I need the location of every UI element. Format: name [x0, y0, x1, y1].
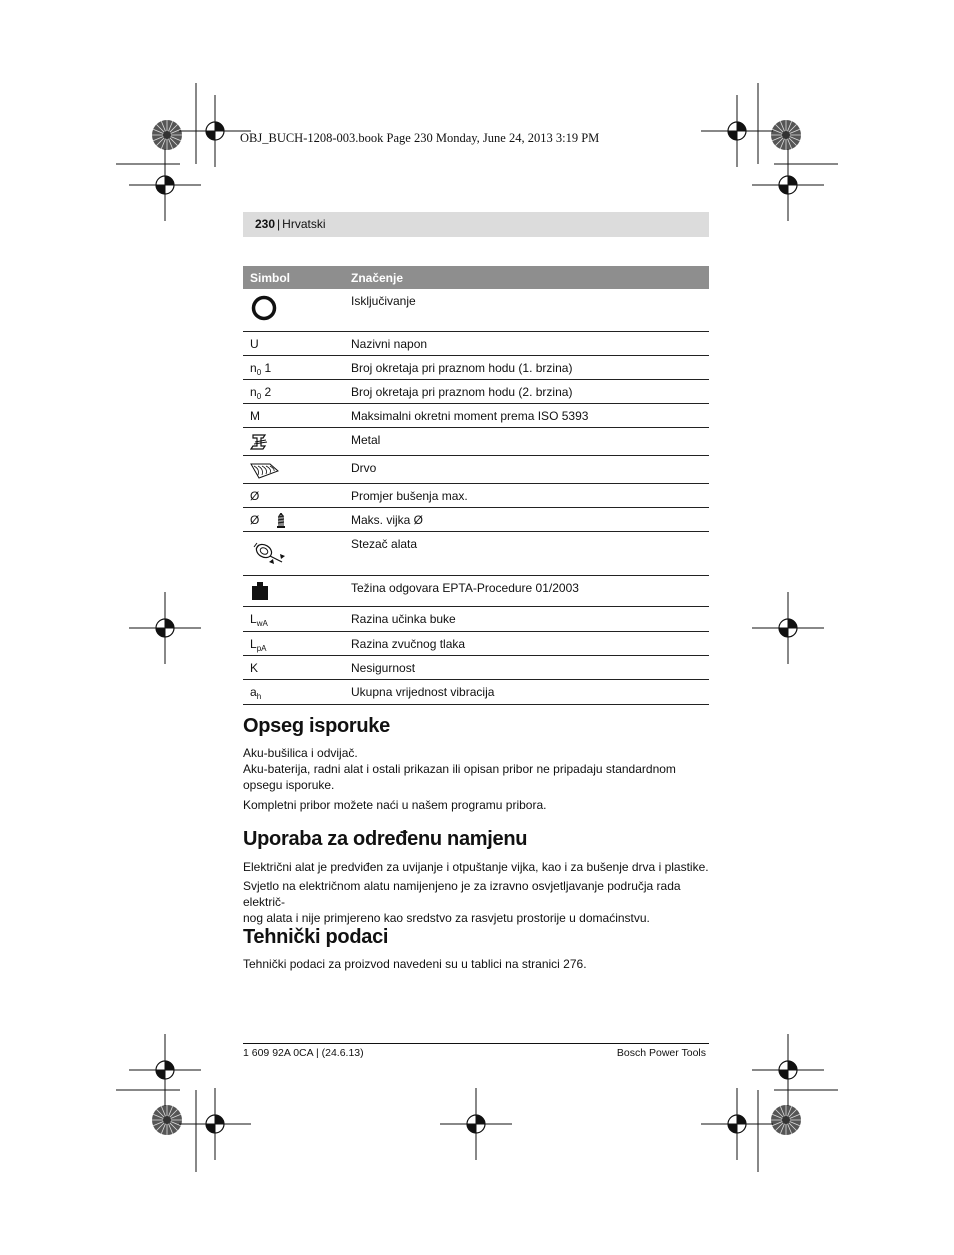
page-header-bar: [243, 212, 709, 237]
table-row: [243, 507, 709, 531]
section-title-delivery: Opseg isporuke: [243, 715, 390, 737]
table-row: [243, 427, 709, 455]
footer-rule: [243, 1043, 709, 1044]
symbol-meaning: Metal: [344, 427, 709, 455]
section-title-intended-use: Uporaba za određenu namjenu: [243, 828, 528, 850]
table-row: [243, 379, 709, 403]
symbol-meaning: Drvo: [344, 455, 709, 483]
screw-icon: [271, 513, 293, 529]
symbol-text: Ø: [243, 483, 344, 507]
symbol-meaning: Promjer bušenja max.: [344, 483, 709, 507]
symbol-table: [243, 266, 709, 705]
delivery-paragraph-2: Kompletni pribor možete naći u našem programu pribora.: [243, 798, 547, 812]
symbol-table-header: [243, 266, 709, 289]
symbol-meaning: Maks. vijka Ø: [344, 507, 709, 531]
table-row: [243, 455, 709, 483]
section-title-technical: Tehnički podaci: [243, 926, 389, 948]
symbol-meaning: Broj okretaja pri praznom hodu (2. brzina): [344, 379, 709, 403]
symbol-meaning: Ukupna vrijednost vibracija: [344, 679, 709, 704]
chuck-icon: [250, 537, 290, 569]
intended-use-line-1: Svjetlo na električnom alatu namijenjeno je za izravno osvjetljavanje područja rada električ-: [243, 879, 681, 909]
weight-icon: [250, 581, 270, 601]
table-row: [243, 289, 709, 331]
symbol-subscript: 0: [256, 367, 262, 377]
symbol-text: L: [250, 636, 257, 651]
table-row: [243, 331, 709, 355]
table-row: [243, 631, 709, 655]
symbol-meaning: Nesigurnost: [344, 655, 709, 679]
intended-use-paragraph-1: Električni alat je predviđen za uvijanje i otpuštanje vijka, kao i za bušenje drva i plastike.: [243, 860, 709, 874]
table-row: [243, 531, 709, 575]
intended-use-line-2: nog alata i nije primjereno kao sredstvo za rasvjetu prostorije u domaćinstvu.: [243, 911, 650, 925]
symbol-text: U: [243, 331, 344, 355]
page-number: 230: [255, 217, 276, 231]
symbol-meaning: Broj okretaja pri praznom hodu (1. brzina): [344, 355, 709, 379]
page-language: Hrvatski: [282, 217, 326, 231]
symbol-meaning: Težina odgovara EPTA-Procedure 01/2003: [344, 575, 709, 606]
symbol-meaning: Isključivanje: [344, 289, 709, 331]
symbol-suffix: 1: [261, 360, 272, 375]
table-row: [243, 679, 709, 704]
intended-use-paragraph-2: [243, 878, 713, 926]
symbol-subscript: wA: [256, 618, 268, 628]
symbol-meaning: Razina zvučnog tlaka: [344, 631, 709, 655]
symbol-text: n: [250, 384, 257, 399]
symbol-suffix: 2: [261, 384, 272, 399]
delivery-line-2: Aku-baterija, radni alat i ostali prikazan ili opisan pribor ne pripadaju standardnom opsegu isporuke.: [243, 762, 676, 792]
header-separator: |: [277, 217, 281, 231]
symbol-text: L: [250, 611, 257, 626]
symbol-subscript: pA: [256, 643, 267, 653]
table-row: [243, 575, 709, 606]
table-row: [243, 483, 709, 507]
symbol-subscript: h: [256, 691, 262, 701]
footer-doc-number: 1 609 92A 0CA | (24.6.13): [243, 1047, 364, 1059]
delivery-paragraph-1: [243, 745, 713, 793]
column-header-meaning: Značenje: [344, 266, 709, 289]
table-row: [243, 606, 709, 631]
wood-icon: [250, 461, 280, 479]
file-info-line: OBJ_BUCH-1208-003.book Page 230 Monday, June 24, 2013 3:19 PM: [240, 131, 600, 145]
column-header-symbol: Simbol: [243, 266, 344, 289]
symbol-text: Ø: [250, 512, 260, 527]
symbol-meaning: Stezač alata: [344, 531, 709, 575]
table-row: [243, 655, 709, 679]
table-row: [243, 403, 709, 427]
symbol-text: M: [243, 403, 344, 427]
delivery-line-1: Aku-bušilica i odvijač.: [243, 746, 358, 760]
table-row: [243, 355, 709, 379]
symbol-subscript: 0: [256, 391, 262, 401]
symbol-meaning: Razina učinka buke: [344, 606, 709, 631]
metal-icon: [250, 433, 270, 451]
technical-paragraph-1: Tehnički podaci za proizvod navedeni su u tablici na stranici 276.: [243, 957, 587, 971]
symbol-text: K: [243, 655, 344, 679]
symbol-text: n: [250, 360, 257, 375]
footer-brand: Bosch Power Tools: [616, 1047, 706, 1059]
symbol-text: a: [250, 684, 257, 699]
off-ring-icon: [250, 294, 278, 322]
symbol-meaning: Nazivni napon: [344, 331, 709, 355]
symbol-meaning: Maksimalni okretni moment prema ISO 5393: [344, 403, 709, 427]
